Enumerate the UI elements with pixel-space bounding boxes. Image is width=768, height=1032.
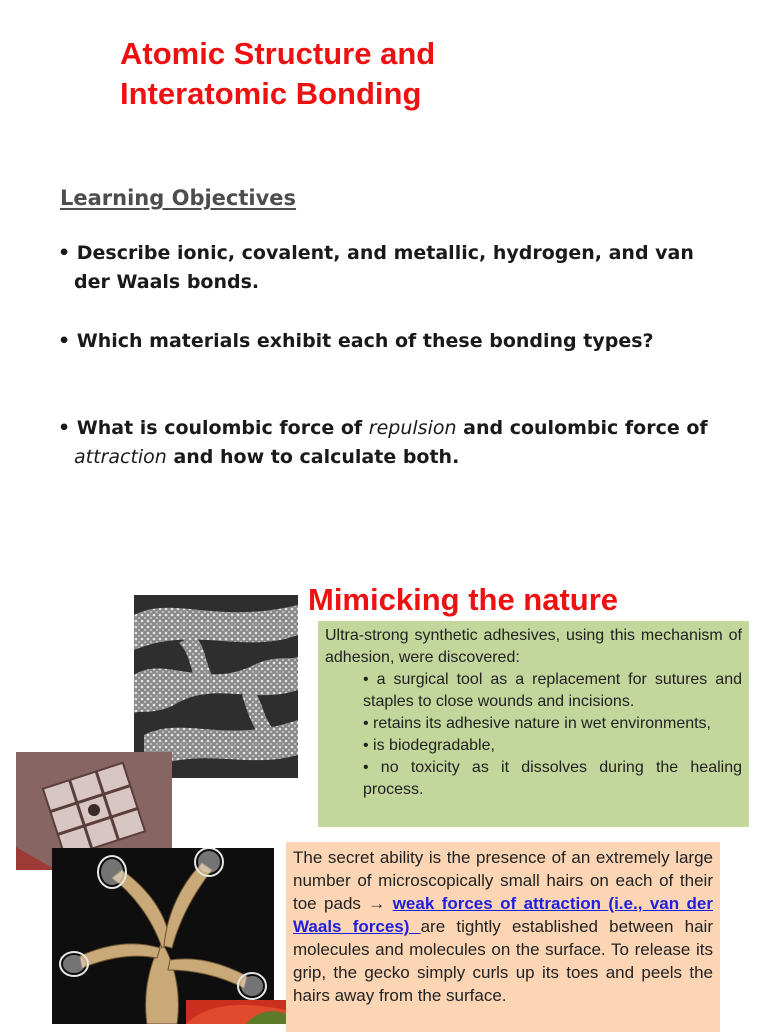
slide-title	[120, 34, 580, 114]
objective-1: • Describe ionic, covalent, and metallic, hydrogen, and van der Waals bonds.	[58, 242, 694, 293]
setae-microscope-image	[134, 595, 298, 778]
title-line-1: Atomic Structure and	[120, 36, 436, 71]
secret-text-a: The secret ability is the presence of an extremely large number of microscopically small hairs on each of their toe pads →	[293, 848, 713, 913]
mimicking-heading: Mimicking the nature	[308, 582, 619, 617]
adhesives-info-box	[318, 621, 749, 827]
gecko-foot-image	[52, 848, 274, 1024]
adhesives-intro: Ultra-strong synthetic adhesives, using this mechanism of adhesion, were discovered:	[325, 627, 742, 666]
red-plant-image	[186, 1000, 286, 1024]
objective-3-part-c: and coulombic force of	[456, 417, 708, 439]
objective-3-part-a: • What is coulombic force of	[58, 417, 369, 439]
secret-text-b: are tightly established between hair molecules and molecules on the surface. To release its grip, the gecko simply curls up its toes and peels the hairs away from the surface.	[293, 917, 713, 1005]
gecko-secret-box	[286, 842, 720, 1032]
adhesives-item-3: • is biodegradable,	[363, 737, 495, 754]
objective-3-part-e: and how to calculate both.	[166, 446, 460, 468]
adhesives-item-2: • retains its adhesive nature in wet environments,	[363, 715, 711, 732]
objective-3-attraction: attraction	[74, 446, 167, 468]
adhesives-item-1: • a surgical tool as a replacement for sutures and staples to close wounds and incisions.	[363, 671, 742, 710]
adhesives-item-4: • no toxicity as it dissolves during the healing process.	[363, 759, 742, 798]
objective-3	[58, 414, 734, 472]
objective-2: • Which materials exhibit each of these bonding types?	[58, 330, 654, 352]
van-der-waals-link[interactable]: weak forces of attraction (i.e., van der Waals forces)	[293, 894, 713, 936]
title-line-2: Interatomic Bonding	[120, 76, 422, 111]
objective-3-repulsion: repulsion	[368, 417, 457, 439]
learning-objectives-heading: Learning Objectives	[60, 186, 297, 210]
